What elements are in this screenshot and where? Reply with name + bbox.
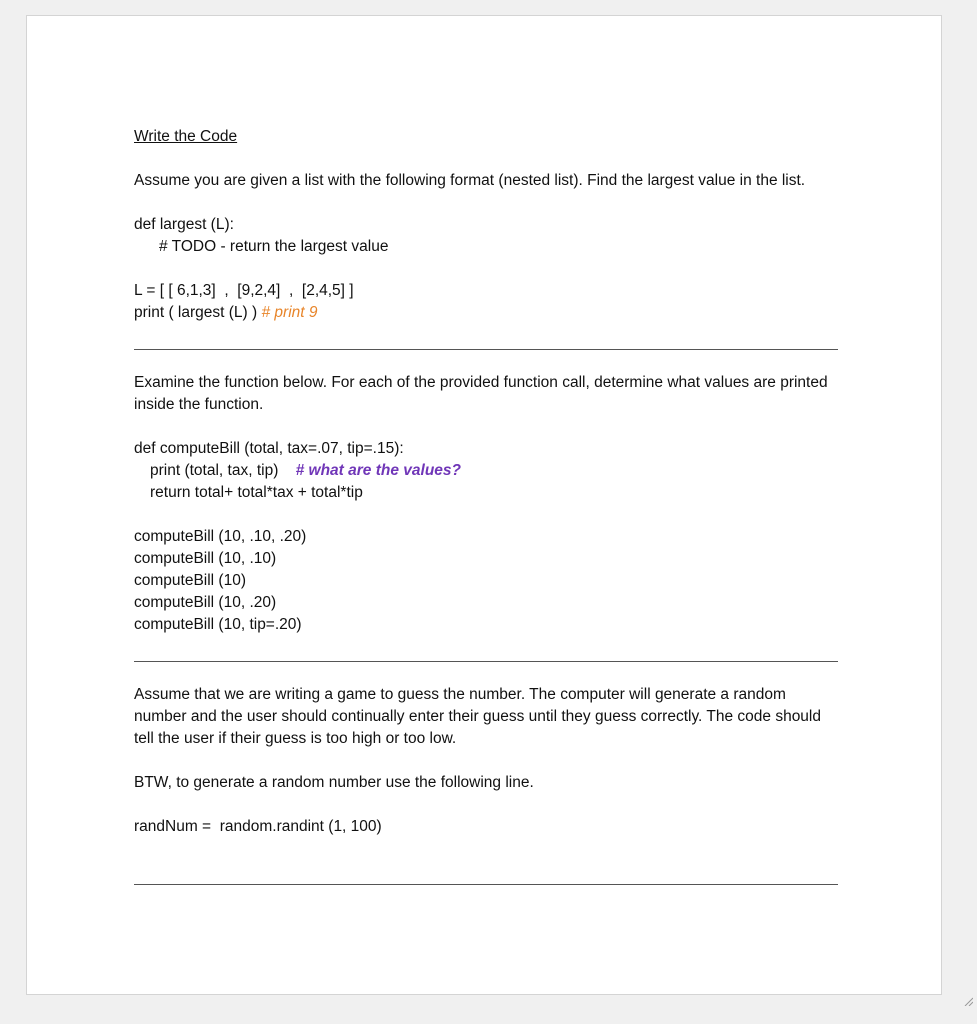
code-randnum-line: randNum = random.randint (1, 100) (134, 818, 382, 835)
code-def-computebill: def computeBill (total, tax=.07, tip=.15): (134, 440, 404, 457)
code-return-line: return total+ total*tax + total*tip (150, 484, 363, 501)
btw-note: BTW, to generate a random number use the following line. (134, 774, 534, 791)
code-def-largest: def largest (L): (134, 216, 234, 233)
function-call: computeBill (10) (134, 572, 246, 589)
document-content (134, 126, 838, 885)
section-divider (134, 884, 838, 885)
code-list-prefix: L = [ (134, 282, 165, 299)
section-heading: Write the Code (134, 128, 238, 145)
function-call: computeBill (10, .10) (134, 550, 277, 567)
code-list-items: [ 6,1,3] , [9,2,4] , [2,4,5] ] (168, 282, 354, 299)
function-call: computeBill (10, .10, .20) (134, 528, 307, 545)
question-2-prompt: Examine the function below. For each of the provided function call, determine what values are printed inside the function. (134, 374, 828, 413)
code-todo-comment: # TODO - return the largest value (159, 238, 389, 255)
question-3-prompt: Assume that we are writing a game to guess the number. The computer will generate a random number and the user should continually enter their guess until they guess correctly. The code should tell the user if their guess is too high or too low. (134, 686, 821, 747)
function-call: computeBill (10, tip=.20) (134, 616, 302, 633)
code-print: print ( largest (L) ) (134, 304, 258, 321)
question-1-prompt: Assume you are given a list with the following format (nested list). Find the largest value in the list. (134, 172, 806, 189)
code-print-comment: # print 9 (261, 304, 318, 321)
code-print-values-line (134, 460, 838, 482)
resize-grip-icon[interactable] (963, 996, 973, 1006)
function-call: computeBill (10, .20) (134, 594, 277, 611)
code-print-line (134, 302, 838, 324)
code-print-values: print (total, tax, tip) (150, 462, 279, 479)
code-list-line (134, 280, 838, 302)
document-page (26, 15, 942, 995)
code-values-comment: # what are the values? (295, 462, 461, 479)
